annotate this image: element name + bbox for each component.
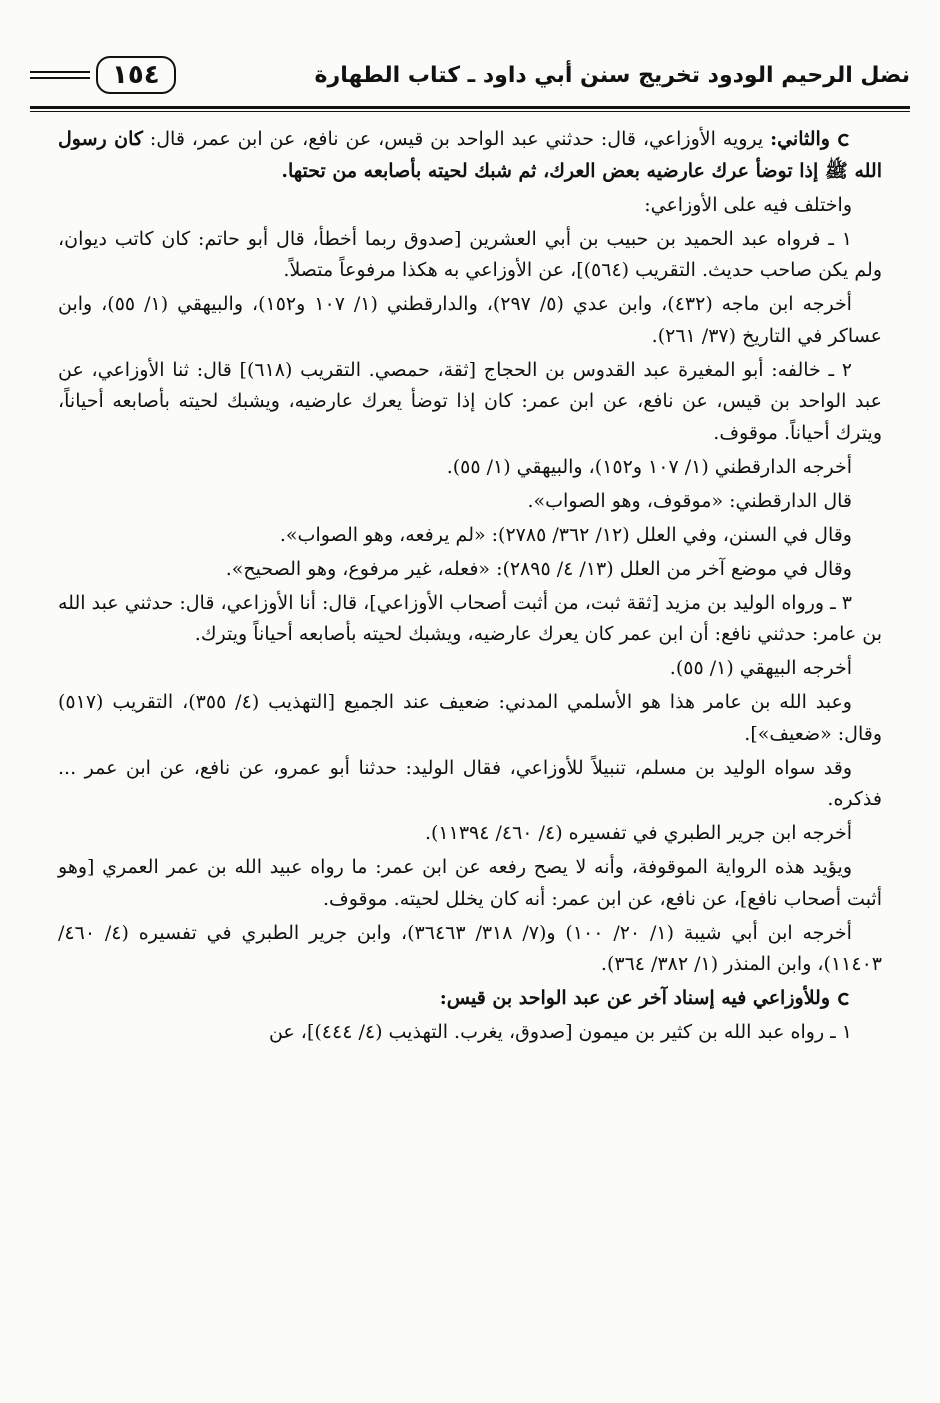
paragraph: وقال في موضع آخر من العلل (١٣/ ٤/ ٢٨٩٥): «فعله، غير مرفوع، وهو الصحيح». [225, 557, 852, 580]
paragraph: والثاني: يرويه الأوزاعي، قال: حدثني عبد الواحد بن قيس، عن نافع، عن ابن عمر، قال: كان رسول الله ﷺ إذا توضأ عرك عارضيه بعض العرك، ثم شبك لحيته بأصابعه من تحتها. [58, 128, 882, 182]
paragraph: ٣ ـ ورواه الوليد بن مزيد [ثقة ثبت، من أثبت أصحاب الأوزاعي]، قال: أنا الأوزاعي، قال: حدثني عبد الله بن عامر: حدثني نافع: أن ابن عمر كان يعرك عارضيه، ويشبك لحيته بأصابعه أحياناً ويترك. [58, 591, 882, 645]
paragraph: ٢ ـ خالفه: أبو المغيرة عبد القدوس بن الحجاج [ثقة، حمصي. التقريب (٦١٨)] قال: ثنا الأوزاعي، عن عبد الواحد بن قيس، عن نافع، عن ابن عمر: كان إذا توضأ يعرك عارضيه، ويشبك لحيته بأصابعه أحياناً، ويترك أحياناً. موقوف. [58, 358, 882, 444]
paragraph: وقال في السنن، وفي العلل (١٢/ ٣٦٢/ ٢٧٨٥): «لم يرفعه، وهو الصواب». [279, 523, 852, 546]
paragraph: أخرجه ابن ماجه (٤٣٢)، وابن عدي (٥/ ٢٩٧)، والدارقطني (١/ ١٠٧ و١٥٢)، والبيهقي (١/ ٥٥)، وابن عساكر في التاريخ (٣٧/ ٢٦١). [58, 293, 882, 347]
paragraph: أخرجه البيهقي (١/ ٥٥). [669, 657, 852, 679]
paragraph: وقد سواه الوليد بن مسلم، تنبيلاً للأوزاعي، فقال الوليد: حدثنا أبو عمرو، عن نافع، عن ابن عمر ... فذكره. [58, 756, 882, 810]
bullet-c-icon [836, 991, 852, 1007]
main-text [58, 124, 882, 1373]
header-rule-thin [30, 111, 910, 112]
paragraph: ١ ـ فرواه عبد الحميد بن حبيب بن أبي العشرين [صدوق ربما أخطأ، قال أبو حاتم: كان كاتب ديوان، ولم يكن صاحب حديث. التقريب (٥٦٤)]، عن الأوزاعي به هكذا مرفوعاً متصلاً. [58, 227, 882, 281]
header-ornament-lines [30, 71, 90, 79]
bullet-c-icon [836, 132, 852, 148]
paragraph: واختلف فيه على الأوزاعي: [644, 193, 852, 216]
paragraph: وللأوزاعي فيه إسناد آخر عن عبد الواحد بن قيس: [58, 983, 882, 1015]
page-header [30, 48, 910, 102]
paragraph: ١ ـ رواه عبد الله بن كثير بن ميمون [صدوق، يغرب. التهذيب (٤/ ٤٤٤)]، عن [268, 1021, 852, 1043]
paragraph: أخرجه الدارقطني (١/ ١٠٧ و١٥٢)، والبيهقي (١/ ٥٥). [446, 455, 852, 478]
paragraph: قال الدارقطني: «موقوف، وهو الصواب». [527, 489, 852, 512]
header-rule [30, 106, 910, 109]
page-number: ١٥٤ [96, 56, 176, 94]
page-number-block [30, 56, 176, 94]
running-title: نضل الرحيم الودود تخريج سنن أبي داود ـ كتاب الطهارة [314, 62, 910, 88]
paragraph: أخرجه ابن جرير الطبري في تفسيره (٤/ ٤٦٠/ ١١٣٩٤). [424, 822, 852, 844]
paragraph: ويؤيد هذه الرواية الموقوفة، وأنه لا يصح رفعه عن ابن عمر: ما رواه عبيد الله بن عمر العمري [وهو أثبت أصحاب نافع]، عن نافع، عن ابن عمر: أنه كان يخلل لحيته. موقوف. [58, 856, 882, 910]
paragraph: أخرجه ابن أبي شيبة (١/ ٢٠/ ١٠٠) و(٧/ ٣١٨/ ٣٦٤٦٣)، وابن جرير الطبري في تفسيره (٤/ ٤٦٠/ ١١٤٠٣)، وابن المنذر (١/ ٣٨٢/ ٣٦٤). [58, 921, 882, 975]
paragraph: وعبد الله بن عامر هذا هو الأسلمي المدني: ضعيف عند الجميع [التهذيب (٤/ ٣٥٥)، التقريب (٥١٧) وقال: «ضعيف»]. [58, 691, 882, 745]
